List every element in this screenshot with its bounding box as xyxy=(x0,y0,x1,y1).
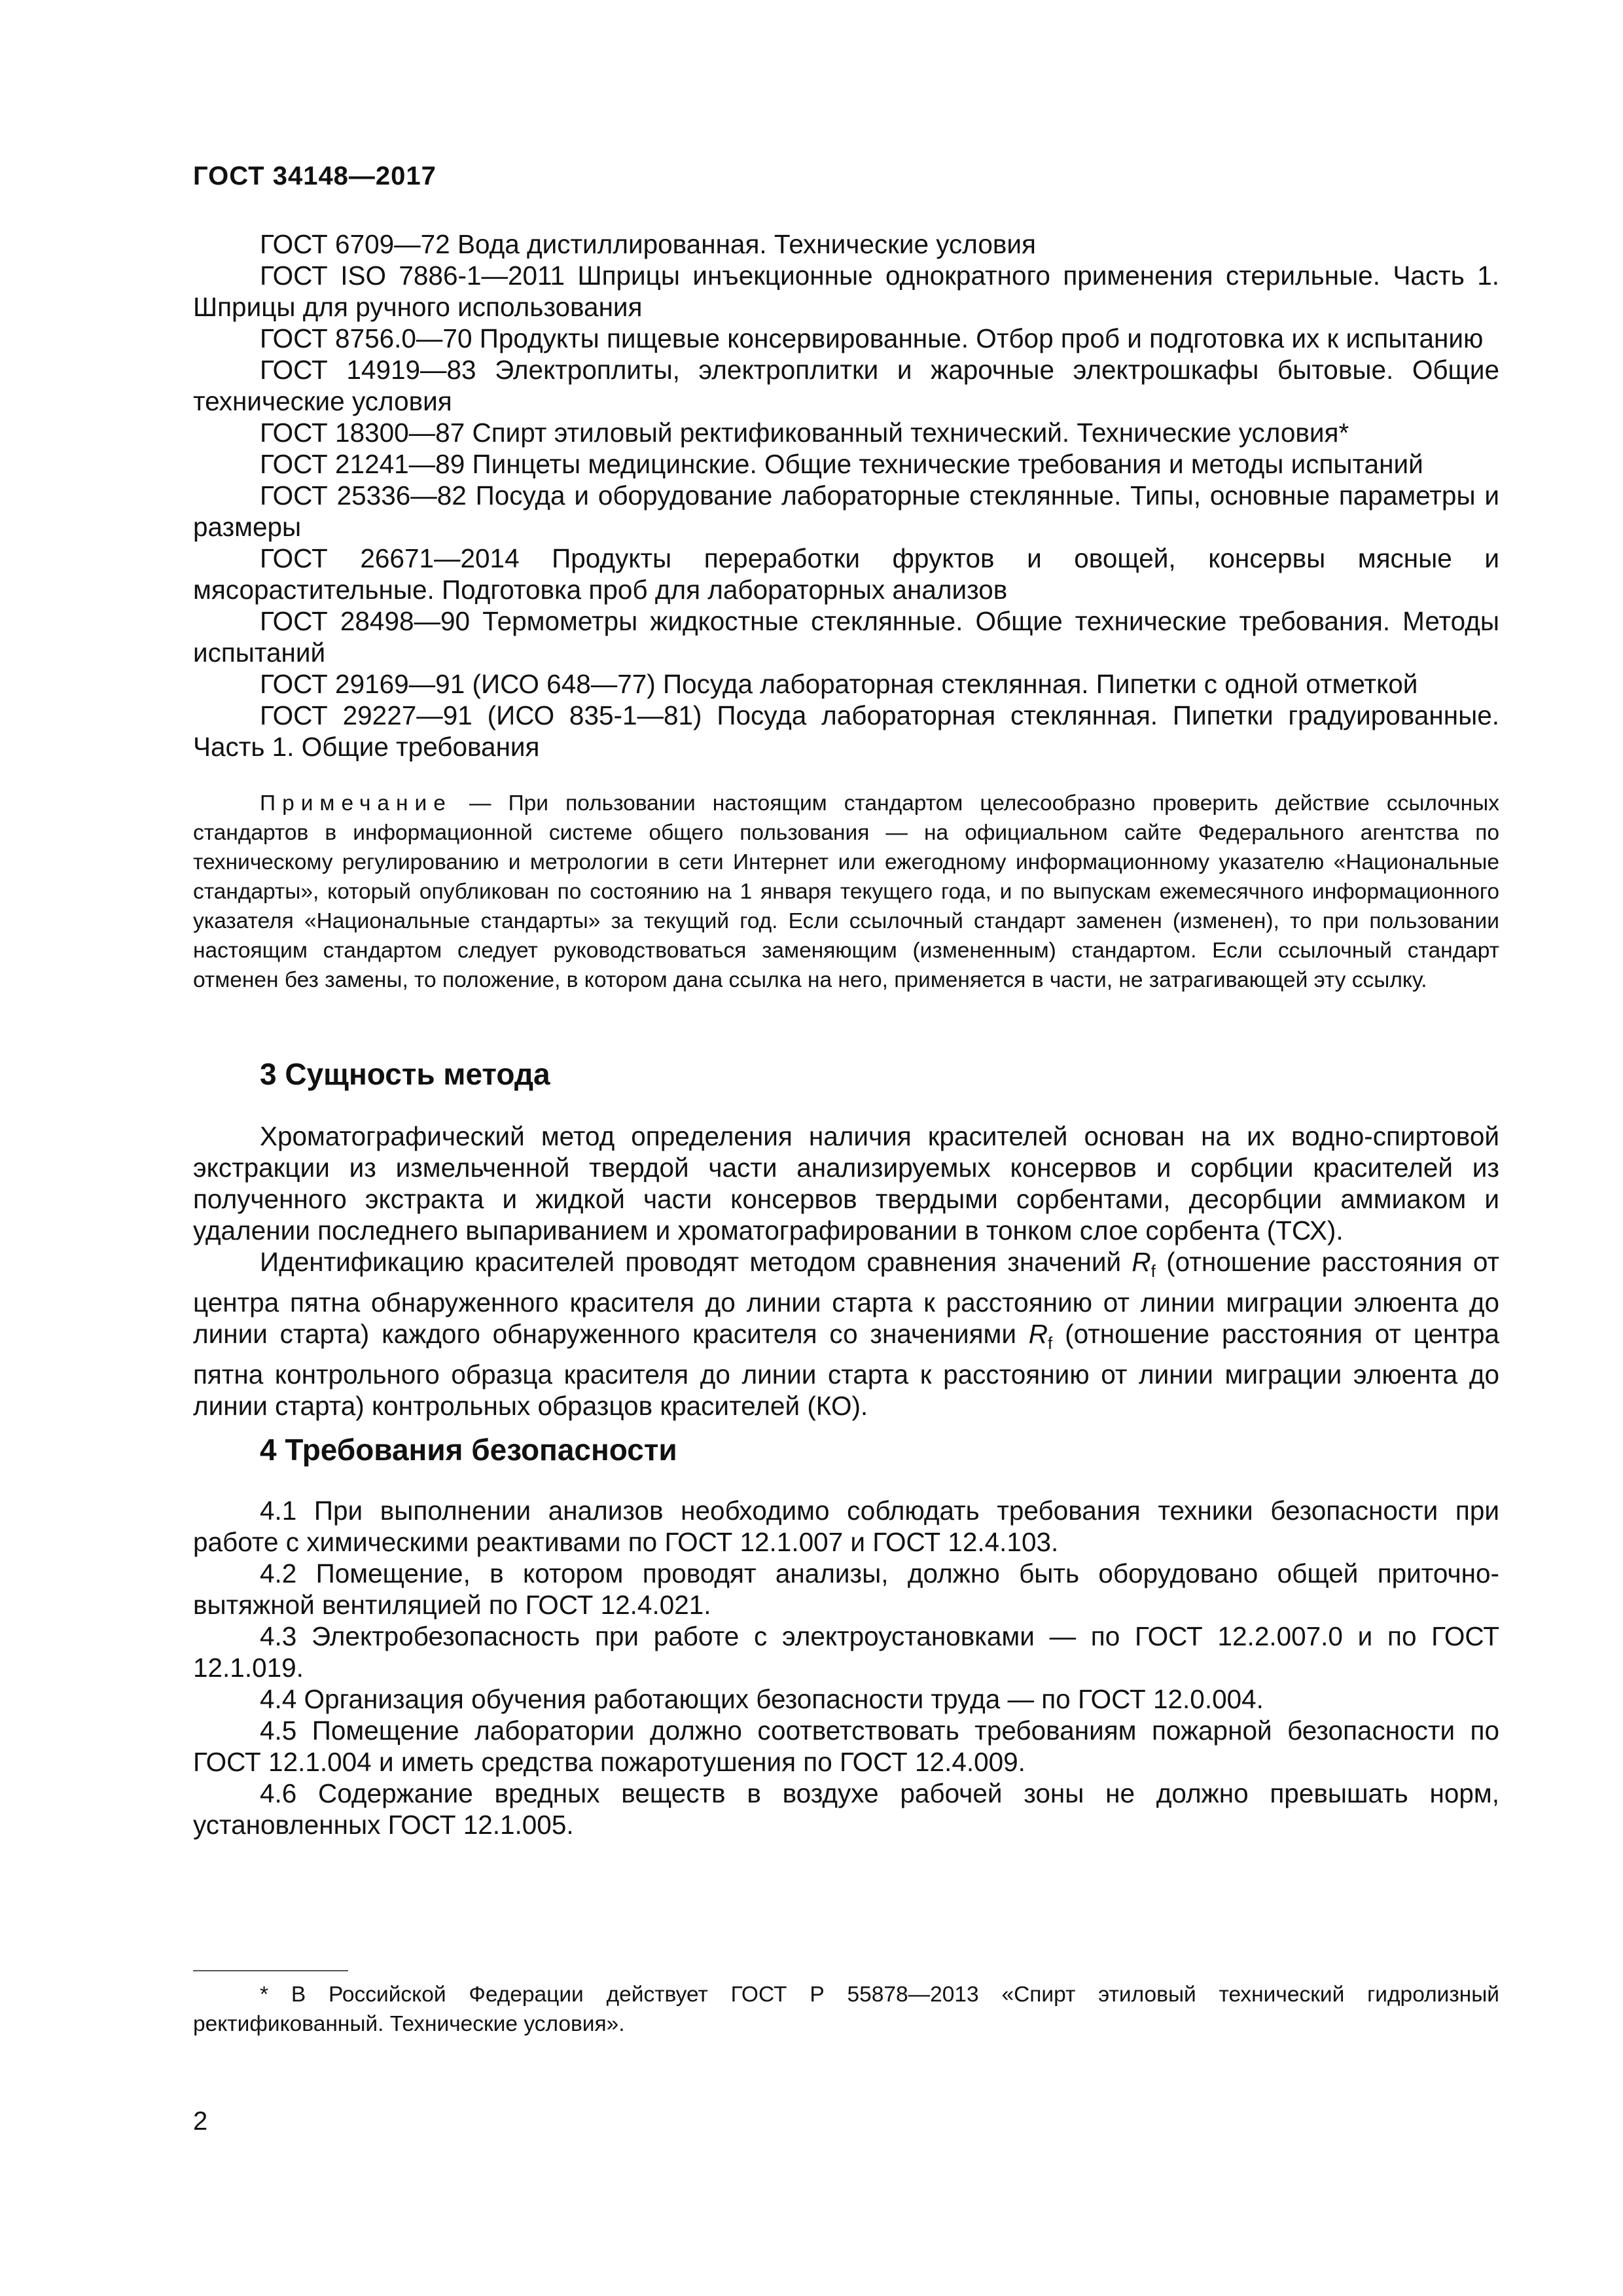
safety-item: 4.3 Электробезопасность при работе с электроустановками — по ГОСТ 12.2.007.0 и по ГОСТ 12.1.019. xyxy=(193,1621,1499,1683)
reference-item: ГОСТ 28498—90 Термометры жидкостные стеклянные. Общие технические требования. Методы испытаний xyxy=(193,606,1499,668)
rf-subscript: f xyxy=(1150,1261,1156,1282)
normative-references-list xyxy=(193,228,1499,762)
section-4-heading: 4 Требования безопасности xyxy=(260,1433,677,1467)
rf-symbol xyxy=(1028,1319,1053,1354)
section-3-paragraph-2 xyxy=(193,1246,1499,1422)
reference-item: ГОСТ 26671—2014 Продукты переработки фруктов и овощей, консервы мясные и мясорастительные. Подготовка проб для лабораторных анализов xyxy=(193,543,1499,605)
text-run: (отношение расстояния от центра пятна контрольного образца красителя до линии старта к расстоянию от линии миграции элюента до линии старта) контрольных образцов красителей (КО). xyxy=(193,1319,1499,1422)
reference-item: ГОСТ 8756.0—70 Продукты пищевые консервированные. Отбор проб и подготовка их к испытанию xyxy=(260,323,1484,353)
safety-item: 4.2 Помещение, в котором проводят анализы, должно быть оборудовано общей приточно-вытяжной вентиляцией по ГОСТ 12.4.021. xyxy=(193,1558,1499,1620)
running-header: ГОСТ 34148—2017 xyxy=(193,162,437,190)
reference-item: ГОСТ 18300—87 Спирт этиловый ректификованный технический. Технические условия* xyxy=(260,418,1349,448)
rf-letter: R xyxy=(1028,1319,1048,1350)
rf-letter: R xyxy=(1132,1247,1151,1277)
safety-item: 4.5 Помещение лаборатории должно соответствовать требованиям пожарной безопасности по ГОСТ 12.1.004 и иметь средства пожаротушения по ГОСТ 12.4.009. xyxy=(193,1715,1499,1777)
safety-item: 4.4 Организация обучения работающих безопасности труда — по ГОСТ 12.0.004. xyxy=(260,1684,1264,1714)
rf-subscript: f xyxy=(1048,1333,1053,1354)
reference-item: ГОСТ 29169—91 (ИСО 648—77) Посуда лабораторная стеклянная. Пипетки с одной отметкой xyxy=(260,669,1418,699)
safety-item: 4.6 Содержание вредных веществ в воздухе рабочей зоны не должно превышать норм, установленных ГОСТ 12.1.005. xyxy=(193,1778,1499,1840)
reference-item: ГОСТ 25336—82 Посуда и оборудование лабораторные стеклянные. Типы, основные параметры и размеры xyxy=(193,480,1499,542)
rf-symbol xyxy=(1132,1247,1156,1282)
section-4-body xyxy=(193,1495,1499,1840)
safety-item: 4.1 При выполнении анализов необходимо соблюдать требования техники безопасности при работе с химическими реактивами по ГОСТ 12.1.007 и ГОСТ 12.4.103. xyxy=(193,1496,1499,1557)
section-3-heading: 3 Сущность метода xyxy=(260,1057,550,1091)
footnote: * В Российской Федерации действует ГОСТ Р 55878—2013 «Спирт этиловый технический гидролизный ректификованный. Технические условия». xyxy=(193,1982,1499,2036)
section-3-paragraph-1: Хроматографический метод определения наличия красителей основан на их водно-спиртовой экстракции из измельченной твердой части анализируемых консервов и сорбции красителей из полученного экстракта и жидкой части консервов твердыми сорбентами, десорбции аммиаком и удалении последнего выпариванием и хроматографировании в тонком слое сорбента (ТСХ). xyxy=(193,1121,1499,1246)
reference-item: ГОСТ 14919—83 Электроплиты, электроплитки и жарочные электрошкафы бытовые. Общие технические условия xyxy=(193,355,1499,416)
footnote-divider xyxy=(193,1970,348,1971)
note-text: — При пользовании настоящим стандартом целесообразно проверить действие ссылочных стандартов в информационной системе общего пользования — на официальном сайте Федерального агентства по техническому регулированию и метрологии в сети Интернет или ежегодному информационному указателю «Национальные стандарты», который опубликован по состоянию на 1 января текущего года, и по выпускам ежемесячного информационного указателя «Национальные стандарты» за текущий год. Если ссылочный стандарт заменен (изменен), то при пользовании настоящим стандартом следует руководствоваться заменяющим (измененным) стандартом. Если ссылочный стандарт отменен без замены, то положение, в котором дана ссылка на него, применяется в части, не затрагивающей эту ссылку. xyxy=(193,791,1499,992)
page-number: 2 xyxy=(193,2107,208,2136)
note-label: Примечание xyxy=(260,791,452,816)
reference-item: ГОСТ 29227—91 (ИСО 835-1—81) Посуда лабораторная стеклянная. Пипетки градуированные. Часть 1. Общие требования xyxy=(193,700,1499,762)
reference-item: ГОСТ 6709—72 Вода дистиллированная. Технические условия xyxy=(260,229,1036,259)
section-3-body xyxy=(193,1121,1499,1422)
reference-item: ГОСТ ISO 7886-1—2011 Шприцы инъекционные однократного применения стерильные. Часть 1. Шприцы для ручного использования xyxy=(193,260,1499,322)
note-block xyxy=(193,789,1499,995)
reference-item: ГОСТ 21241—89 Пинцеты медицинские. Общие технические требования и методы испытаний xyxy=(260,449,1423,479)
text-run: Идентификацию красителей проводят методом сравнения значений xyxy=(260,1247,1132,1277)
text-run: (отношение расстояния от центра пятна обнаруженного красителя до линии старта к расстоянию от линии миграции элюента до линии старта) каждого обнаруженного красителя со значениями xyxy=(193,1247,1500,1350)
